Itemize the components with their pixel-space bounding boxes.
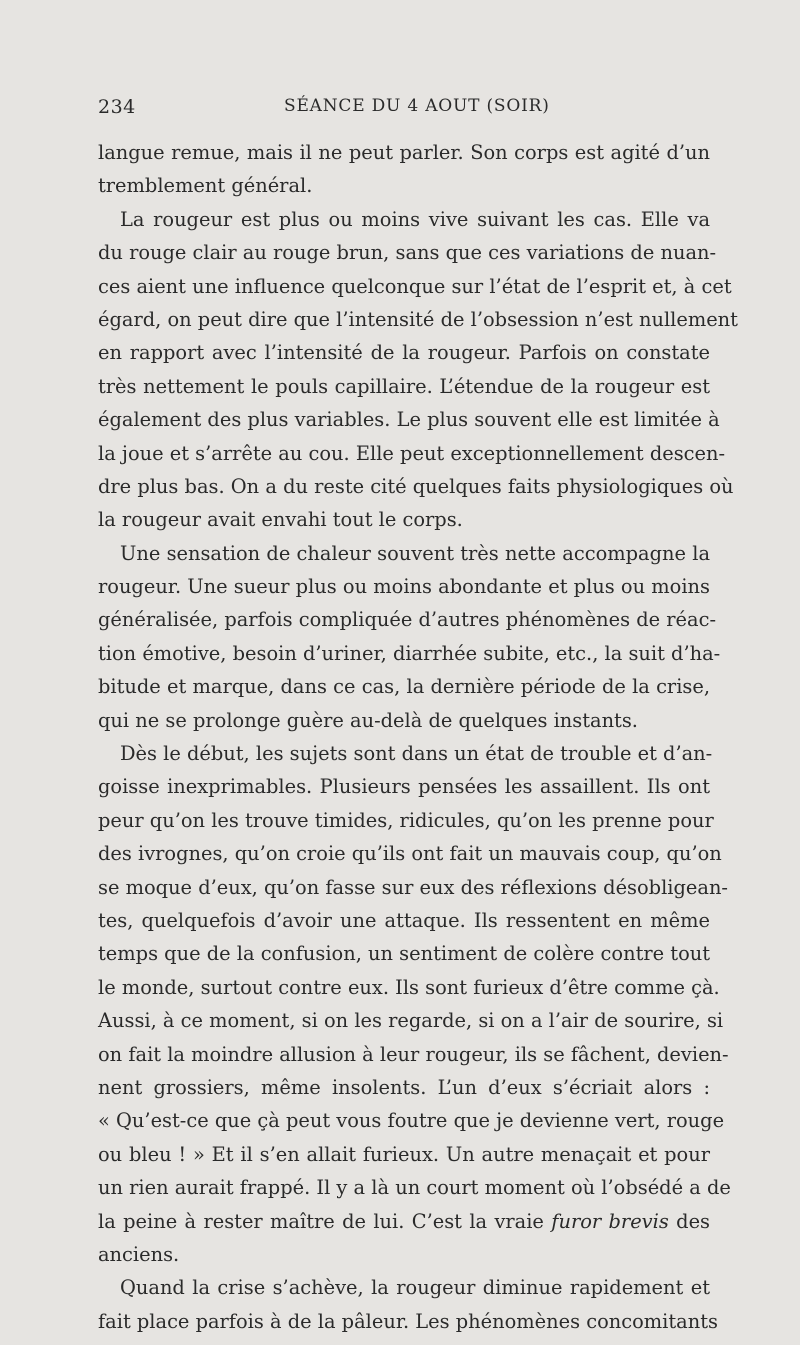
- text-line: égard, on peut dire que l’intensité de l’obsession n’est nullement: [98, 307, 738, 331]
- text-line: très nettement le pouls capillaire. L’étendue de la rougeur est: [98, 374, 710, 398]
- text-line: on fait la moindre allusion à leur rougeur, ils se fâchent, devien-: [98, 1042, 729, 1066]
- text-line: dre plus bas. On a du reste cité quelques faits physiologiques où: [98, 474, 734, 498]
- text-line: tremblement général.: [98, 174, 313, 198]
- text-line: Une sensation de chaleur souvent très nette accompagne la: [120, 541, 710, 565]
- text-line: qui ne se prolonge guère au-delà de quelques instants.: [98, 708, 638, 732]
- text-line: anciens.: [98, 1242, 180, 1266]
- text-line: Aussi, à ce moment, si on les regarde, si on a l’air de sourire, si: [98, 1009, 724, 1033]
- text-line: la rougeur avait envahi tout le corps.: [98, 508, 463, 532]
- text-line: Quand la crise s’achève, la rougeur diminue rapidement et: [120, 1276, 710, 1300]
- text-segment: des: [668, 1209, 710, 1233]
- text-line: du rouge clair au rouge brun, sans que ces variations de nuan-: [98, 241, 717, 265]
- running-head: SÉANCE DU 4 AOUT (SOIR): [284, 96, 550, 116]
- text-line: en rapport avec l’intensité de la rougeur. Parfois on constate: [98, 341, 710, 365]
- text-line: goisse inexprimables. Plusieurs pensées les assaillent. Ils ont: [98, 775, 710, 799]
- text-line: La rougeur est plus ou moins vive suivant les cas. Elle va: [120, 207, 710, 231]
- page-number: 234: [98, 96, 136, 118]
- text-line: [98, 1205, 710, 1238]
- text-segment: la peine à rester maître de lui. C’est la vraie: [98, 1209, 552, 1233]
- text-line: tion émotive, besoin d’uriner, diarrhée subite, etc., la suit d’ha-: [98, 641, 721, 665]
- text-line: bitude et marque, dans ce cas, la dernière période de la crise,: [98, 675, 710, 699]
- text-line: se moque d’eux, qu’on fasse sur eux des réflexions désobligean-: [98, 875, 728, 899]
- italic-phrase: furor brevis: [551, 1209, 669, 1233]
- text-line: ou bleu ! » Et il s’en allait furieux. Un autre menaçait et pour: [98, 1142, 710, 1166]
- text-line: peur qu’on les trouve timides, ridicules, qu’on les prenne pour: [98, 808, 714, 832]
- text-line: également des plus variables. Le plus souvent elle est limitée à: [98, 408, 720, 432]
- text-line: fait place parfois à de la pâleur. Les phénomènes concomitants: [98, 1309, 718, 1333]
- text-line: nent grossiers, même insolents. L’un d’eux s’écriait alors :: [98, 1075, 710, 1099]
- page-header: [98, 96, 710, 124]
- text-line: des ivrognes, qu’on croie qu’ils ont fait un mauvais coup, qu’on: [98, 842, 722, 866]
- text-line: « Qu’est-ce que çà peut vous foutre que je devienne vert, rouge: [98, 1109, 725, 1133]
- text-line: rougeur. Une sueur plus ou moins abondante et plus ou moins: [98, 575, 710, 599]
- text-line: le monde, surtout contre eux. Ils sont furieux d’être comme çà.: [98, 975, 720, 999]
- text-line: la joue et s’arrête au cou. Elle peut exceptionnellement descen-: [98, 441, 726, 465]
- text-line: temps que de la confusion, un sentiment de colère contre tout: [98, 942, 711, 966]
- text-line: tes, quelquefois d’avoir une attaque. Ils ressentent en même: [98, 908, 710, 932]
- text-line: Dès le début, les sujets sont dans un état de trouble et d’an-: [120, 742, 713, 766]
- text-line: un rien aurait frappé. Il y a là un court moment où l’obsédé a de: [98, 1176, 731, 1200]
- text-line: ces aient une influence quelconque sur l’état de l’esprit et, à cet: [98, 274, 732, 298]
- body-text: [98, 136, 738, 1338]
- text-line: langue remue, mais il ne peut parler. Son corps est agité d’un: [98, 141, 710, 164]
- text-line: généralisée, parfois compliquée d’autres phénomènes de réac-: [98, 608, 717, 632]
